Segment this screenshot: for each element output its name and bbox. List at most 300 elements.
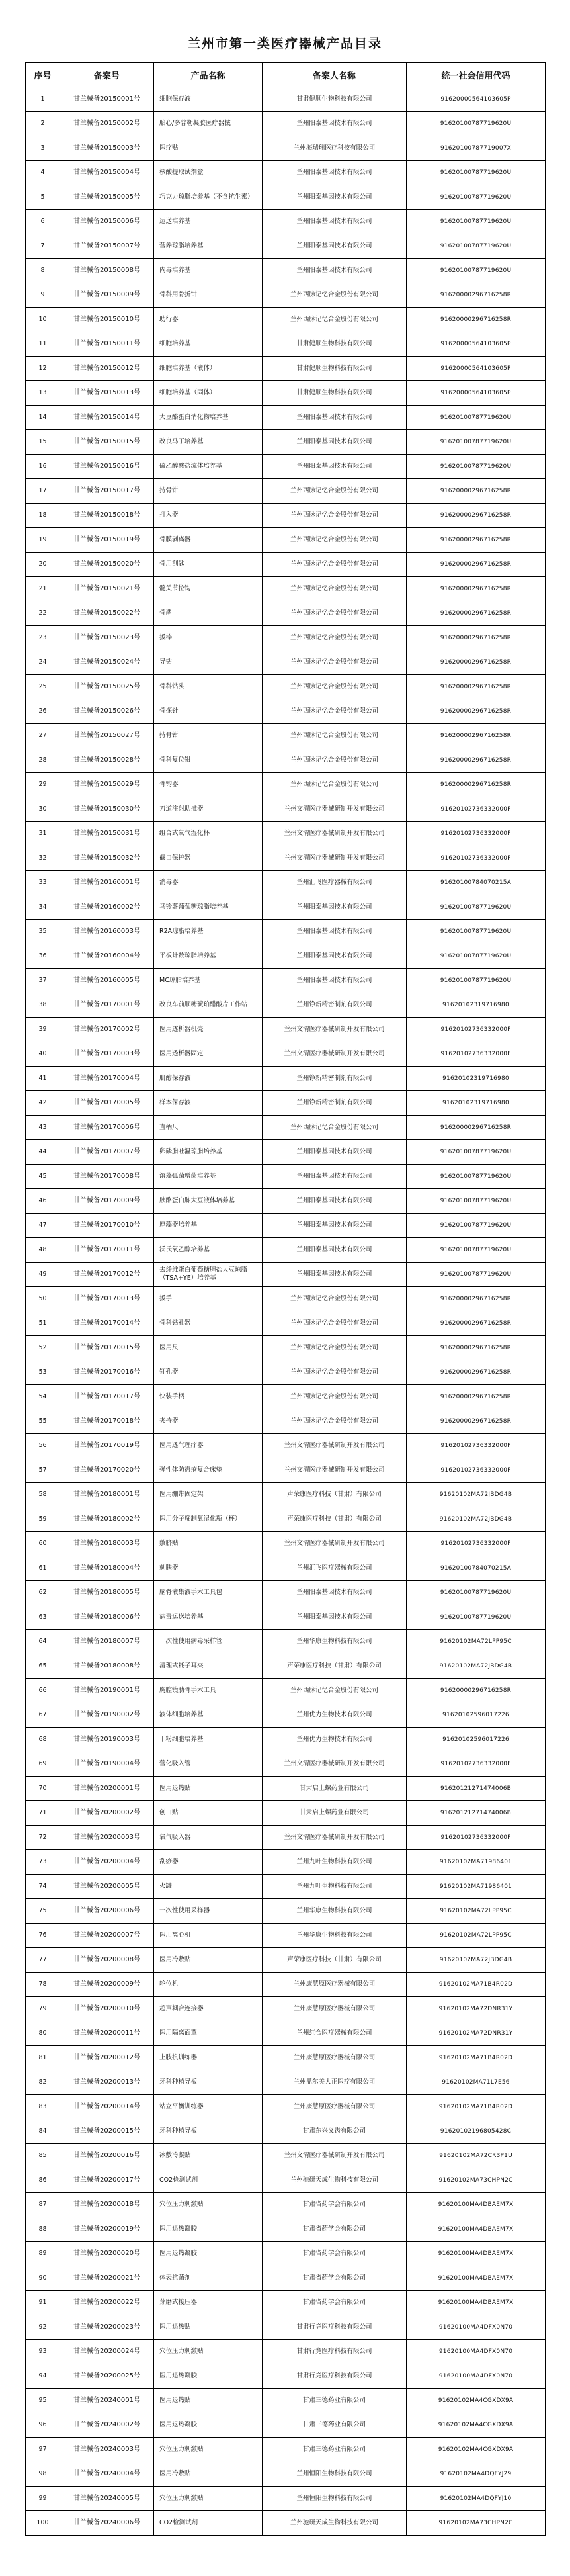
table-row [26,2364,546,2389]
registrant-name: 兰州西脉记忆合金股份有限公司 [263,1385,407,1409]
product-name: 导钻 [154,650,263,675]
registration-number: 甘兰械备20240004号 [60,2462,154,2487]
registration-number: 甘兰械备20200022号 [60,2291,154,2315]
row-index: 22 [26,601,60,626]
registrant-name: 兰州文渭医疗器械研制开发有限公司 [263,1042,407,1067]
registration-number: 甘兰械备20240005号 [60,2487,154,2511]
row-index: 86 [26,2168,60,2193]
product-name: 冰敷冷凝贴 [154,2144,263,2168]
row-index: 32 [26,846,60,871]
credit-code: 91620102MA4DQFYJ10 [407,2487,546,2511]
registration-number: 甘兰械备20170007号 [60,1140,154,1165]
table-row [26,1703,546,1728]
row-index: 15 [26,430,60,455]
credit-code: 91620100787719620U [407,210,546,234]
registrant-name: 甘肃行竞医疗科技有限公司 [263,2315,407,2340]
registration-number: 甘兰械备20150002号 [60,112,154,136]
row-index: 52 [26,1336,60,1360]
registrant-name: 甘肃三德药业有限公司 [263,2413,407,2438]
product-name: 骨探针 [154,699,263,724]
credit-code: 91620100787719620U [407,1140,546,1165]
product-name: 营养琼脂培养基 [154,234,263,259]
product-name: 细胞培养基 [154,332,263,357]
registrant-name: 兰州文渭医疗器械研制开发有限公司 [263,846,407,871]
product-name: 干粉细胞培养基 [154,1728,263,1752]
product-name: 医用绷带固定架 [154,1483,263,1507]
row-index: 37 [26,969,60,993]
registrant-name: 兰州汇飞医疗器械有限公司 [263,1556,407,1581]
registrant-name: 甘肃三德药业有限公司 [263,2389,407,2413]
product-name: 敷脐贴 [154,1532,263,1556]
product-name: 创口贴 [154,1801,263,1826]
credit-code: 91620102736332000F [407,1532,546,1556]
row-index: 34 [26,895,60,920]
row-index: 59 [26,1507,60,1532]
credit-code: 91620102MA72LPP95C [407,1630,546,1654]
credit-code: 91620102MA72DNR31Y [407,2021,546,2046]
row-index: 21 [26,577,60,601]
product-name: R2A琼脂培养基 [154,920,263,944]
registrant-name: 兰州西脉记忆合金股份有限公司 [263,1679,407,1703]
product-name: 医用退热凝胶 [154,2413,263,2438]
credit-code: 91620102MA72JBDG4B [407,1507,546,1532]
registrant-name: 兰州阳泰基因技术有限公司 [263,455,407,479]
registrant-name: 兰州阳泰基因技术有限公司 [263,920,407,944]
table-row [26,1973,546,1997]
credit-code: 91620102MA4DQFYJ29 [407,2462,546,2487]
table-row [26,2413,546,2438]
product-name: 医用退热凝胶 [154,2217,263,2242]
table-row [26,1679,546,1703]
table-row [26,699,546,724]
row-index: 42 [26,1091,60,1116]
registrant-name: 兰州文渭医疗器械研制开发有限公司 [263,1532,407,1556]
product-name: 组合式氧气湿化杯 [154,822,263,846]
table-row [26,381,546,406]
registrant-name: 兰州西脉记忆合金股份有限公司 [263,1287,407,1311]
row-index: 73 [26,1850,60,1875]
table-row [26,871,546,895]
table-row [26,2438,546,2462]
credit-code: 91620000296716258R [407,1679,546,1703]
row-index: 33 [26,871,60,895]
registration-number: 甘兰械备20150012号 [60,357,154,381]
table-row [26,601,546,626]
registrant-name: 兰州铮新精密制剂有限公司 [263,1067,407,1091]
row-index: 61 [26,1556,60,1581]
registrant-name: 兰州铮新精密制剂有限公司 [263,993,407,1018]
product-name: 改良车前顺糖琥珀醋酸片工作站 [154,993,263,1018]
registration-number: 甘兰械备20150024号 [60,650,154,675]
registration-number: 甘兰械备20180007号 [60,1630,154,1654]
table-row [26,1263,546,1287]
table-row [26,675,546,699]
registration-number: 甘兰械备20160003号 [60,920,154,944]
table-row [26,2119,546,2144]
table-row [26,2291,546,2315]
product-name: 医用退热贴 [154,2389,263,2413]
table-row [26,1728,546,1752]
credit-code: 91620000296716258R [407,1311,546,1336]
table-row [26,357,546,381]
row-index: 11 [26,332,60,357]
document-title: 兰州市第一类医疗器械产品目录 [187,36,382,51]
product-name: 骨科复位钳 [154,748,263,773]
registration-number: 甘兰械备20190004号 [60,1752,154,1777]
registrant-name: 兰州西脉记忆合金股份有限公司 [263,1336,407,1360]
registrant-name: 兰州康慧原医疗器械有限公司 [263,1997,407,2021]
credit-code: 91620100787719007X [407,136,546,161]
row-index: 23 [26,626,60,650]
product-name: 持骨钳 [154,724,263,748]
registration-number: 甘兰械备20150005号 [60,185,154,210]
product-name: 骨膜剥离器 [154,528,263,553]
product-name: 巧克力琼脂培养基（不含抗生素） [154,185,263,210]
registrant-name: 兰州西脉记忆合金股份有限公司 [263,650,407,675]
registrant-name: 甘肃健顺生物科技有限公司 [263,332,407,357]
product-name: 弹性体防褥疮复合床垫 [154,1458,263,1483]
registration-number: 甘兰械备20150021号 [60,577,154,601]
credit-code: 91620100MA4DBAEM7X [407,2291,546,2315]
table-row [26,1997,546,2021]
registrant-name: 兰州阳泰基因技术有限公司 [263,259,407,283]
row-index: 92 [26,2315,60,2340]
credit-code: 91620000296716258R [407,773,546,797]
registration-number: 甘兰械备20170005号 [60,1091,154,1116]
product-name: CO2检测试剂 [154,2511,263,2536]
row-index: 77 [26,1948,60,1973]
registrant-name: 甘肃三德药业有限公司 [263,2438,407,2462]
registration-number: 甘兰械备20160004号 [60,944,154,969]
row-index: 64 [26,1630,60,1654]
table-row [26,1850,546,1875]
row-index: 35 [26,920,60,944]
row-index: 4 [26,161,60,185]
registration-number: 甘兰械备20200009号 [60,1973,154,1997]
registrant-name: 兰州阳泰基因技术有限公司 [263,1140,407,1165]
registration-number: 甘兰械备20200025号 [60,2364,154,2389]
table-row [26,1385,546,1409]
registrant-name: 兰州康慧原医疗器械有限公司 [263,2046,407,2070]
registration-number: 甘兰械备20160005号 [60,969,154,993]
registrant-name: 兰州阳泰基因技术有限公司 [263,210,407,234]
product-name: 打入器 [154,504,263,528]
product-name: 火罐 [154,1875,263,1899]
product-name: 牙科种植导板 [154,2119,263,2144]
registration-number: 甘兰械备20190003号 [60,1728,154,1752]
row-index: 88 [26,2217,60,2242]
table-row [26,1948,546,1973]
registrant-name: 甘肃东兴义齿有限公司 [263,2119,407,2144]
registration-number: 甘兰械备20200024号 [60,2340,154,2364]
credit-code: 91620000296716258R [407,283,546,308]
registration-number: 甘兰械备20200012号 [60,2046,154,2070]
table-row [26,1458,546,1483]
product-name: 骨钩器 [154,773,263,797]
credit-code: 91620102MA71B4R02D [407,2095,546,2119]
table-row [26,2217,546,2242]
row-index: 38 [26,993,60,1018]
table-row [26,430,546,455]
credit-code: 91620000296716258R [407,1409,546,1434]
table-row [26,748,546,773]
product-name: 一次性使用病毒采样管 [154,1630,263,1654]
row-index: 71 [26,1801,60,1826]
row-index: 41 [26,1067,60,1091]
registration-number: 甘兰械备20200019号 [60,2217,154,2242]
row-index: 7 [26,234,60,259]
table-row [26,1875,546,1899]
registration-number: 甘兰械备20160001号 [60,871,154,895]
product-name: 助行器 [154,308,263,332]
table-row [26,969,546,993]
credit-code: 91620100MA4DBAEM7X [407,2242,546,2266]
table-row [26,332,546,357]
product-name: 穴位压力刺激贴 [154,2340,263,2364]
product-name: 运送培养基 [154,210,263,234]
registrant-name: 兰州西脉记忆合金股份有限公司 [263,1311,407,1336]
registration-number: 甘兰械备20150031号 [60,822,154,846]
table-row [26,112,546,136]
registration-number: 甘兰械备20170008号 [60,1165,154,1189]
registration-number: 甘兰械备20150009号 [60,283,154,308]
table-row [26,1287,546,1311]
registrant-name: 甘肃行竞医疗科技有限公司 [263,2340,407,2364]
credit-code: 91620102MA71B4R02D [407,2046,546,2070]
credit-code: 91620000296716258R [407,626,546,650]
row-index: 26 [26,699,60,724]
credit-code: 91620100MA4DBAEM7X [407,2217,546,2242]
credit-code: 91620102736332000F [407,1434,546,1458]
product-name: 马铃薯葡萄糖琼脂培养基 [154,895,263,920]
table-row [26,259,546,283]
registrant-name: 兰州西脉记忆合金股份有限公司 [263,601,407,626]
registrant-name: 兰州阳泰基因技术有限公司 [263,185,407,210]
credit-code: 91620102736332000F [407,1042,546,1067]
product-name: 医用分子筛制氧湿化瓶（杯） [154,1507,263,1532]
registration-number: 甘兰械备20170016号 [60,1360,154,1385]
credit-code: 91620102MA4CGXDX9A [407,2389,546,2413]
table-row [26,1654,546,1679]
table-row [26,2242,546,2266]
product-name: 医疗贴 [154,136,263,161]
credit-code: 91620102MA71986401 [407,1875,546,1899]
credit-code: 91620102736332000F [407,1018,546,1042]
table-row [26,136,546,161]
registration-number: 甘兰械备20150027号 [60,724,154,748]
registrant-name: 兰州阳泰基因技术有限公司 [263,112,407,136]
registrant-name: 甘肃健顺生物科技有限公司 [263,87,407,112]
row-index: 79 [26,1997,60,2021]
registration-number: 甘兰械备20170020号 [60,1458,154,1483]
credit-code: 91620102MA72JBDG4B [407,1654,546,1679]
registration-number: 甘兰械备20150001号 [60,87,154,112]
row-index: 27 [26,724,60,748]
credit-code: 91620102736332000F [407,822,546,846]
registrant-name: 甘肃行竞医疗科技有限公司 [263,2364,407,2389]
row-index: 47 [26,1214,60,1238]
product-name: 骨用刮匙 [154,553,263,577]
product-name: 去纤维蛋白葡萄糖胆盐大豆琼脂（TSA+YE）培养基 [154,1263,263,1287]
registrant-name: 兰州恒阳生物科技有限公司 [263,2487,407,2511]
product-name: 改良马丁培养基 [154,430,263,455]
registration-number: 甘兰械备20200003号 [60,1826,154,1850]
credit-code: 91620121271474006B [407,1801,546,1826]
registrant-name: 兰州西脉记忆合金股份有限公司 [263,626,407,650]
row-index: 14 [26,406,60,430]
credit-code: 91620000296716258R [407,675,546,699]
registrant-name: 声荣康医疗科技（甘肃）有限公司 [263,1948,407,1973]
table-row [26,1238,546,1263]
registration-number: 甘兰械备20150010号 [60,308,154,332]
credit-code: 91620102MA71B4R02D [407,1973,546,1997]
registration-number: 甘兰械备20150019号 [60,528,154,553]
table-body [26,87,546,2536]
registration-number: 甘兰械备20170018号 [60,1409,154,1434]
product-name: 超声耦合连接器 [154,1997,263,2021]
row-index: 60 [26,1532,60,1556]
table-row [26,1409,546,1434]
table-row [26,1581,546,1605]
product-name: 样本保存液 [154,1091,263,1116]
registration-number: 甘兰械备20200013号 [60,2070,154,2095]
row-index: 19 [26,528,60,553]
product-name: 穴位压力刺激贴 [154,2193,263,2217]
row-index: 94 [26,2364,60,2389]
row-index: 57 [26,1458,60,1483]
registration-number: 甘兰械备20180004号 [60,1556,154,1581]
product-name: 胸腔镜肋骨手术工具 [154,1679,263,1703]
table-row [26,479,546,504]
credit-code: 91620102736332000F [407,846,546,871]
registrant-name: 兰州阳泰基因技术有限公司 [263,944,407,969]
table-row [26,1556,546,1581]
registration-number: 甘兰械备20150028号 [60,748,154,773]
registrant-name: 兰州九叶生物科技有限公司 [263,1875,407,1899]
row-index: 44 [26,1140,60,1165]
registrant-name: 兰州华康生物科技有限公司 [263,1630,407,1654]
registrant-name: 兰州西脉记忆合金股份有限公司 [263,1360,407,1385]
registrant-name: 兰州驰研天成生物科技有限公司 [263,2511,407,2536]
table-row [26,1752,546,1777]
product-name: 医用尺 [154,1336,263,1360]
registrant-name: 兰州文渭医疗器械研制开发有限公司 [263,1434,407,1458]
credit-code: 91620100787719620U [407,944,546,969]
product-name: 医用隔离面罩 [154,2021,263,2046]
credit-code: 91620102736332000F [407,1752,546,1777]
registrant-name: 甘肃启上螺药业有限公司 [263,1777,407,1801]
table-row [26,528,546,553]
row-index: 68 [26,1728,60,1752]
table-row [26,1899,546,1924]
credit-code: 91620100787719620U [407,1238,546,1263]
table-row [26,1311,546,1336]
registration-number: 甘兰械备20170013号 [60,1287,154,1311]
table-row [26,553,546,577]
credit-code: 91620102319716980 [407,1067,546,1091]
row-index: 43 [26,1116,60,1140]
registration-number: 甘兰械备20150017号 [60,479,154,504]
table-row [26,1165,546,1189]
registration-number: 甘兰械备20180003号 [60,1532,154,1556]
product-name: 医用退热凝胶 [154,2242,263,2266]
row-index: 62 [26,1581,60,1605]
table-row [26,1801,546,1826]
product-name: 大豆酪蛋白消化物培养基 [154,406,263,430]
credit-code: 91620000296716258R [407,748,546,773]
product-name: 细胞培养基（固体） [154,381,263,406]
credit-code: 91620000296716258R [407,504,546,528]
registration-number: 甘兰械备20240006号 [60,2511,154,2536]
product-name: 骨科用骨折钳 [154,283,263,308]
registration-number: 甘兰械备20150018号 [60,504,154,528]
registrant-name: 兰州阳泰基因技术有限公司 [263,1165,407,1189]
credit-code: 91620102736332000F [407,1826,546,1850]
table-row [26,1116,546,1140]
product-name: 溶藻弧菌增菌培养基 [154,1165,263,1189]
credit-code: 91620000296716258R [407,553,546,577]
registrant-name: 兰州文渭医疗器械研制开发有限公司 [263,1458,407,1483]
table-row [26,920,546,944]
product-name: 沃氏氧乙醇培养基 [154,1238,263,1263]
credit-code: 91620000296716258R [407,308,546,332]
registrant-name: 甘肃省药学会有限公司 [263,2291,407,2315]
registrant-name: 甘肃省药学会有限公司 [263,2266,407,2291]
registrant-name: 兰州文渭医疗器械研制开发有限公司 [263,1826,407,1850]
table-row [26,2193,546,2217]
table-row [26,724,546,748]
registration-number: 甘兰械备20150015号 [60,430,154,455]
table-row [26,1532,546,1556]
row-index: 16 [26,455,60,479]
row-index: 36 [26,944,60,969]
registration-number: 甘兰械备20200007号 [60,1924,154,1948]
row-index: 5 [26,185,60,210]
row-index: 98 [26,2462,60,2487]
registrant-name: 兰州西脉记忆合金股份有限公司 [263,699,407,724]
credit-code: 91620100MA4DFX0N70 [407,2364,546,2389]
row-index: 84 [26,2119,60,2144]
registrant-name: 兰州西脉记忆合金股份有限公司 [263,577,407,601]
product-name: 医用冷敷贴 [154,2462,263,2487]
row-index: 39 [26,1018,60,1042]
credit-code: 91620100787719620U [407,1165,546,1189]
credit-code: 91620000296716258R [407,601,546,626]
row-index: 29 [26,773,60,797]
table-row [26,773,546,797]
registration-number: 甘兰械备20150011号 [60,332,154,357]
credit-code: 91620102736332000F [407,797,546,822]
product-name: 厚藻器培养基 [154,1214,263,1238]
registrant-name: 甘肃健顺生物科技有限公司 [263,381,407,406]
table-row [26,822,546,846]
row-index: 55 [26,1409,60,1434]
row-index: 74 [26,1875,60,1899]
product-name: 胰酪蛋白胨大豆液体培养基 [154,1189,263,1214]
credit-code: 91620000564103605P [407,332,546,357]
registration-number: 甘兰械备20150029号 [60,773,154,797]
row-index: 72 [26,1826,60,1850]
registrant-name: 兰州海瑞瑞医疗科技有限公司 [263,136,407,161]
table-row [26,87,546,112]
row-index: 10 [26,308,60,332]
registrant-name: 兰州西脉记忆合金股份有限公司 [263,283,407,308]
credit-code: 91620100787719620U [407,455,546,479]
table-row [26,1067,546,1091]
product-name: 氧气吸入器 [154,1826,263,1850]
registration-number: 甘兰械备20150014号 [60,406,154,430]
product-name: 内毒培养基 [154,259,263,283]
